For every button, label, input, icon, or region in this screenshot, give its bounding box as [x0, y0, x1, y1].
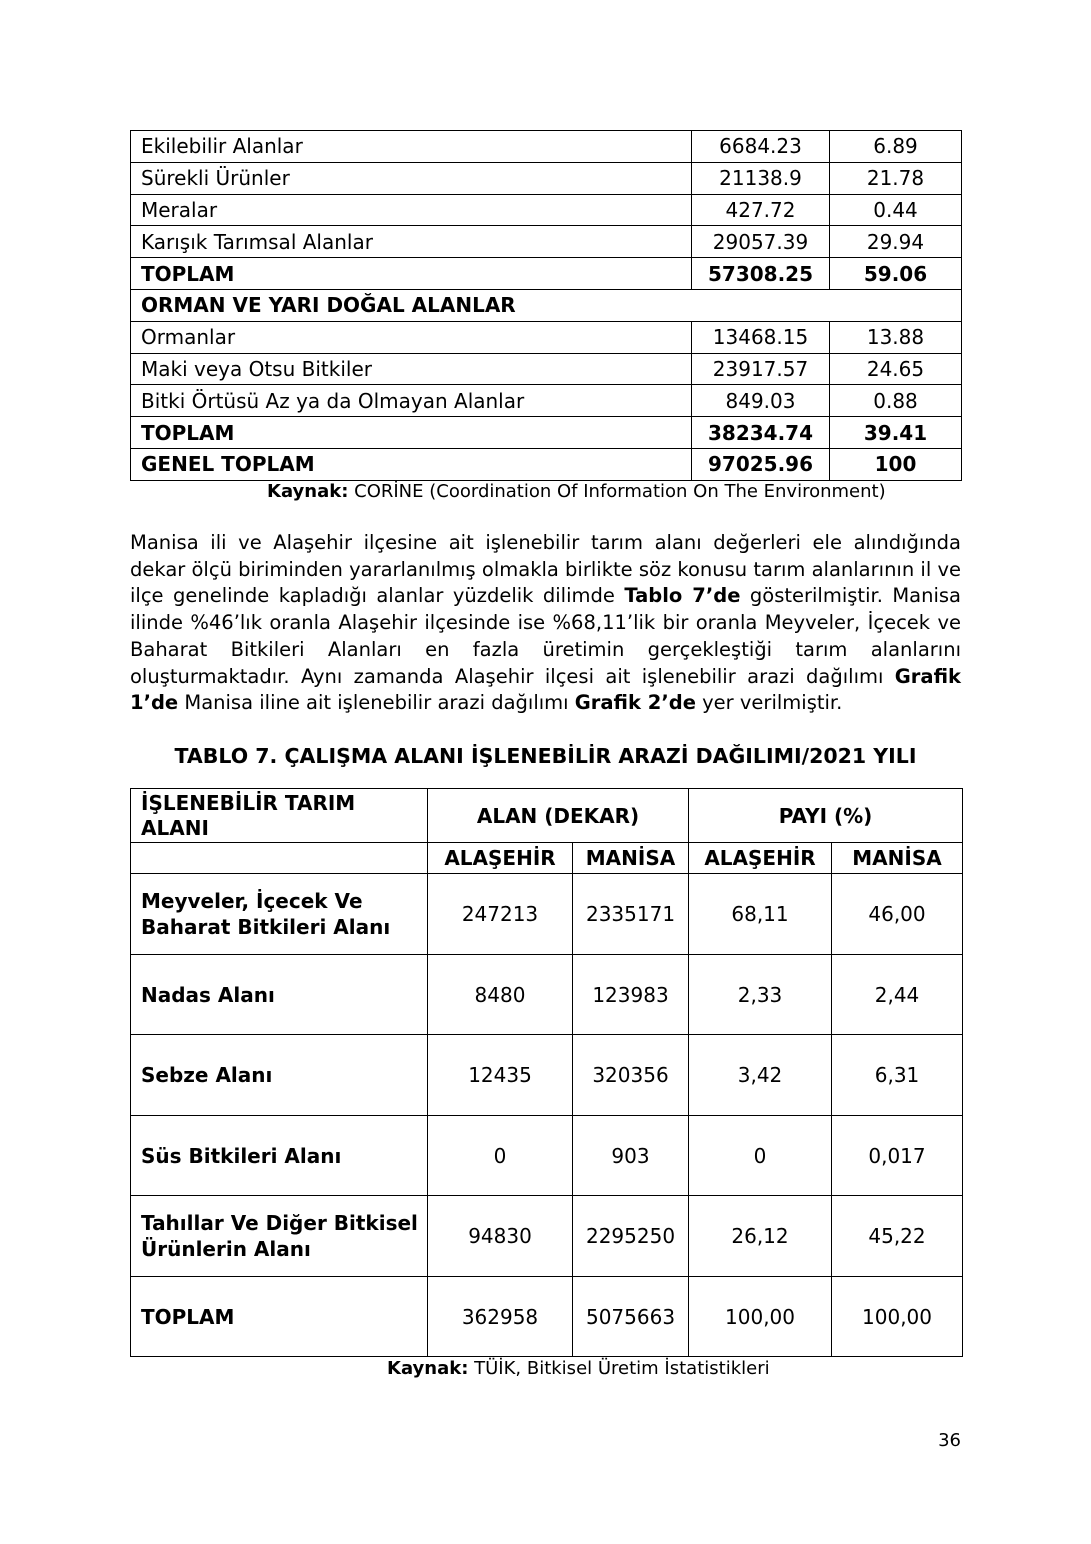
row-label: Nadas Alanı [131, 955, 428, 1035]
source-text: CORİNE (Coordination Of Information On The Environment) [348, 481, 886, 502]
manisa-share: 100,00 [832, 1277, 963, 1357]
percent-value: 21.78 [830, 162, 962, 194]
manisa-share: 46,00 [832, 874, 963, 955]
row-label: Karışık Tarımsal Alanlar [131, 226, 692, 258]
row-label: TOPLAM [131, 417, 692, 449]
manisa-area: 903 [573, 1116, 689, 1196]
row-label: Tahıllar Ve Diğer Bitkisel Ürünlerin Alanı [131, 1196, 428, 1277]
table-source-note [387, 1358, 770, 1379]
row-label: TOPLAM [131, 1277, 428, 1357]
area-value: 29057.39 [692, 226, 830, 258]
manisa-area: 320356 [573, 1035, 689, 1116]
table-row [131, 131, 962, 163]
row-label: Süs Bitkileri Alanı [131, 1116, 428, 1196]
alasehir-area: 12435 [428, 1035, 573, 1116]
row-label: GENEL TOPLAM [131, 448, 692, 480]
area-value: 38234.74 [692, 417, 830, 449]
manisa-share: 45,22 [832, 1196, 963, 1277]
row-label: Ormanlar [131, 321, 692, 353]
body-paragraph [130, 530, 961, 717]
subheader-manisa: MANİSA [573, 843, 689, 874]
source-label: Kaynak: [387, 1358, 469, 1379]
paragraph-text: Manisa ili ve Alaşehir ilçesine ait işlenebilir tarım alanı değerleri ele alındığında dekar ölçü biriminden yararlanılmış olmakla birlikte söz konusu tarım alanlarının il ve ilçe genelinde kapladığı alanlar yüzdelik dilimde [130, 531, 961, 608]
empty-cell [131, 843, 428, 874]
chart-reference: Grafik 1’de [130, 664, 961, 715]
header-row [131, 789, 963, 843]
subheader-manisa: MANİSA [832, 843, 963, 874]
alasehir-share: 3,42 [689, 1035, 832, 1116]
table-source-note [267, 481, 886, 502]
table-row [131, 874, 963, 955]
alasehir-share: 100,00 [689, 1277, 832, 1357]
paragraph-text: gösterilmiştir. Manisa ilinde %46’lık oranla Alaşehir ilçesinde ise %68,11’lik bir oranla Meyveler, İçecek ve Baharat Bitkileri Alanları en fazla üretimin gerçekleştiği tarım alanlarını oluşturmaktadır. Aynı zamanda Alaşehir ilçesi ait işlenebilir arazi dağılımı [130, 584, 961, 688]
arable-land-table [130, 788, 963, 1357]
percent-value: 59.06 [830, 258, 962, 290]
land-cover-table [130, 130, 962, 481]
row-label: Sürekli Ürünler [131, 162, 692, 194]
area-value: 849.03 [692, 385, 830, 417]
alasehir-area: 362958 [428, 1277, 573, 1357]
paragraph-text: yer verilmiştir. [695, 691, 843, 715]
column-header-area: ALAN (DEKAR) [428, 789, 689, 843]
area-value: 97025.96 [692, 448, 830, 480]
manisa-share: 6,31 [832, 1035, 963, 1116]
manisa-area: 5075663 [573, 1277, 689, 1357]
row-label: TOPLAM [131, 258, 692, 290]
grand-total-row [131, 448, 962, 480]
table-title: TABLO 7. ÇALIŞMA ALANI İŞLENEBİLİR ARAZİ DAĞILIMI/2021 YILI [174, 744, 917, 768]
manisa-share: 2,44 [832, 955, 963, 1035]
alasehir-area: 0 [428, 1116, 573, 1196]
table-row [131, 1116, 963, 1196]
percent-value: 24.65 [830, 353, 962, 385]
area-value: 427.72 [692, 194, 830, 226]
row-label: Maki veya Otsu Bitkiler [131, 353, 692, 385]
row-label: Sebze Alanı [131, 1035, 428, 1116]
section-header-row [131, 289, 962, 321]
percent-value: 39.41 [830, 417, 962, 449]
percent-value: 0.88 [830, 385, 962, 417]
manisa-area: 2295250 [573, 1196, 689, 1277]
alasehir-share: 0 [689, 1116, 832, 1196]
subheader-alasehir: ALAŞEHİR [428, 843, 573, 874]
table-row [131, 385, 962, 417]
alasehir-area: 94830 [428, 1196, 573, 1277]
percent-value: 0.44 [830, 194, 962, 226]
area-value: 6684.23 [692, 131, 830, 163]
alasehir-area: 247213 [428, 874, 573, 955]
table-row [131, 226, 962, 258]
manisa-share: 0,017 [832, 1116, 963, 1196]
row-label: Bitki Örtüsü Az ya da Olmayan Alanlar [131, 385, 692, 417]
area-value: 13468.15 [692, 321, 830, 353]
subheader-alasehir: ALAŞEHİR [689, 843, 832, 874]
percent-value: 100 [830, 448, 962, 480]
alasehir-share: 68,11 [689, 874, 832, 955]
subheader-row [131, 843, 963, 874]
section-header: ORMAN VE YARI DOĞAL ALANLAR [131, 289, 962, 321]
alasehir-share: 26,12 [689, 1196, 832, 1277]
alasehir-share: 2,33 [689, 955, 832, 1035]
total-row [131, 1277, 963, 1357]
table-row [131, 194, 962, 226]
row-label: Meyveler, İçecek Ve Baharat Bitkileri Alanı [131, 874, 428, 955]
source-text: TÜİK, Bitkisel Üretim İstatistikleri [468, 1358, 770, 1379]
area-value: 57308.25 [692, 258, 830, 290]
row-label: Ekilebilir Alanlar [131, 131, 692, 163]
column-header-label: İŞLENEBİLİR TARIM ALANI [131, 789, 428, 843]
percent-value: 6.89 [830, 131, 962, 163]
table-row [131, 321, 962, 353]
subtotal-row [131, 258, 962, 290]
table-reference: Tablo 7’de [624, 584, 741, 608]
chart-reference: Grafik 2’de [574, 691, 696, 715]
area-value: 23917.57 [692, 353, 830, 385]
manisa-area: 2335171 [573, 874, 689, 955]
table-row [131, 162, 962, 194]
manisa-area: 123983 [573, 955, 689, 1035]
alasehir-area: 8480 [428, 955, 573, 1035]
table-row [131, 955, 963, 1035]
table-row [131, 1196, 963, 1277]
row-label: Meralar [131, 194, 692, 226]
paragraph-text: Manisa iline ait işlenebilir arazi dağılımı [178, 691, 575, 715]
percent-value: 13.88 [830, 321, 962, 353]
table-row [131, 353, 962, 385]
subtotal-row [131, 417, 962, 449]
percent-value: 29.94 [830, 226, 962, 258]
source-label: Kaynak: [267, 481, 349, 502]
area-value: 21138.9 [692, 162, 830, 194]
page-number: 36 [938, 1430, 961, 1451]
table-row [131, 1035, 963, 1116]
column-header-share: PAYI (%) [689, 789, 963, 843]
